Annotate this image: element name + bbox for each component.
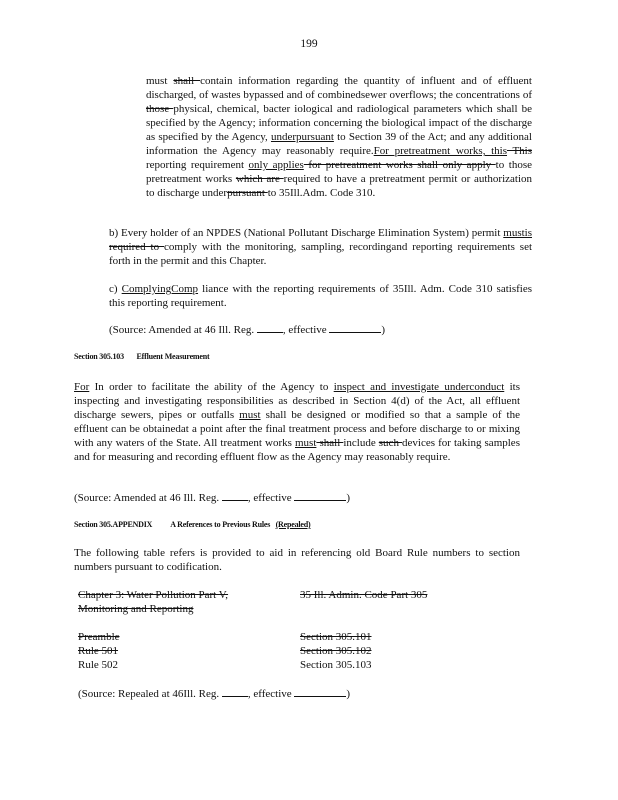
appendix-heading: Section 305.APPENDIX A References to Previous Rules (Repealed): [74, 520, 311, 529]
table-header-left: Chapter 3: Water Pollution Part V, Monitoring and Reporting: [78, 589, 229, 615]
subsection-b: b) Every holder of an NPDES (National Pollutant Discharge Elimination System) permit mustis required to comply with the monitoring, sampling, recordingand reporting requirements set forth in the permit and this Chapter.: [109, 227, 533, 267]
section-heading: Section 305.103 Effluent Measurement: [74, 352, 210, 361]
subsection-c: c) ComplyingComp liance with the reporting requirements of 35Ill. Adm. Code 310 satisfies this reporting requirement.: [109, 283, 532, 309]
table-row-left: Preamble: [78, 631, 120, 643]
appendix-intro: The following table refers is provided to aid in referencing old Board Rule numbers to section numbers pursuant to codification.: [74, 547, 520, 573]
source-note: (Source: Repealed at 46Ill. Reg. , effective ): [78, 688, 351, 700]
page-number: 199: [300, 38, 318, 50]
table-row-left: Rule 501: [78, 645, 119, 657]
source-note: (Source: Amended at 46 Ill. Reg. , effective ): [109, 324, 386, 336]
table-row-left: Rule 502: [78, 659, 119, 671]
table-row-right: Section 305.102: [300, 645, 372, 657]
table-row-right: Section 305.101: [300, 631, 372, 643]
effluent-measurement-paragraph: For In order to facilitate the ability of the Agency to inspect and investigate underconduct its inspecting and investigating responsibilities as described in Section 4(d) of the Act, all effluent discharge sewers, pipes or outfalls must shall be designed or modified so that a sample of the effluent can be obtainedat a point after the final treatment process and before discharge to or mixing with any waters of the State. All treatment works must shall include such devices for taking samples and for measuring and recording effluent flow as the Agency may reasonably require.: [74, 381, 520, 463]
table-row-right: Section 305.103: [300, 659, 372, 671]
source-note: (Source: Amended at 46 Ill. Reg. , effective ): [74, 492, 351, 504]
reporting-paragraph: must shall contain information regarding the quantity of influent and of effluent discharged, of wastes bypassed and of combinedsewer overflows; the concentrations of those physical, chemical, bacter iological and radiological parameters which shall be specified by the Agency; information concerning the biological impact of the discharge as specified by the Agency, underpursuant to Section 39 of the Act; and any additional information the Agency may reasonably require.For pretreatment works, this This reporting requirement only applies for pretreatment works shall only apply to those pretreatment works which are required to have a pretreatment permit or authorization to discharge underpursuant to 35Ill.Adm. Code 310.: [146, 75, 533, 199]
table-header-right: 35 Ill. Admin. Code Part 305: [300, 589, 428, 601]
